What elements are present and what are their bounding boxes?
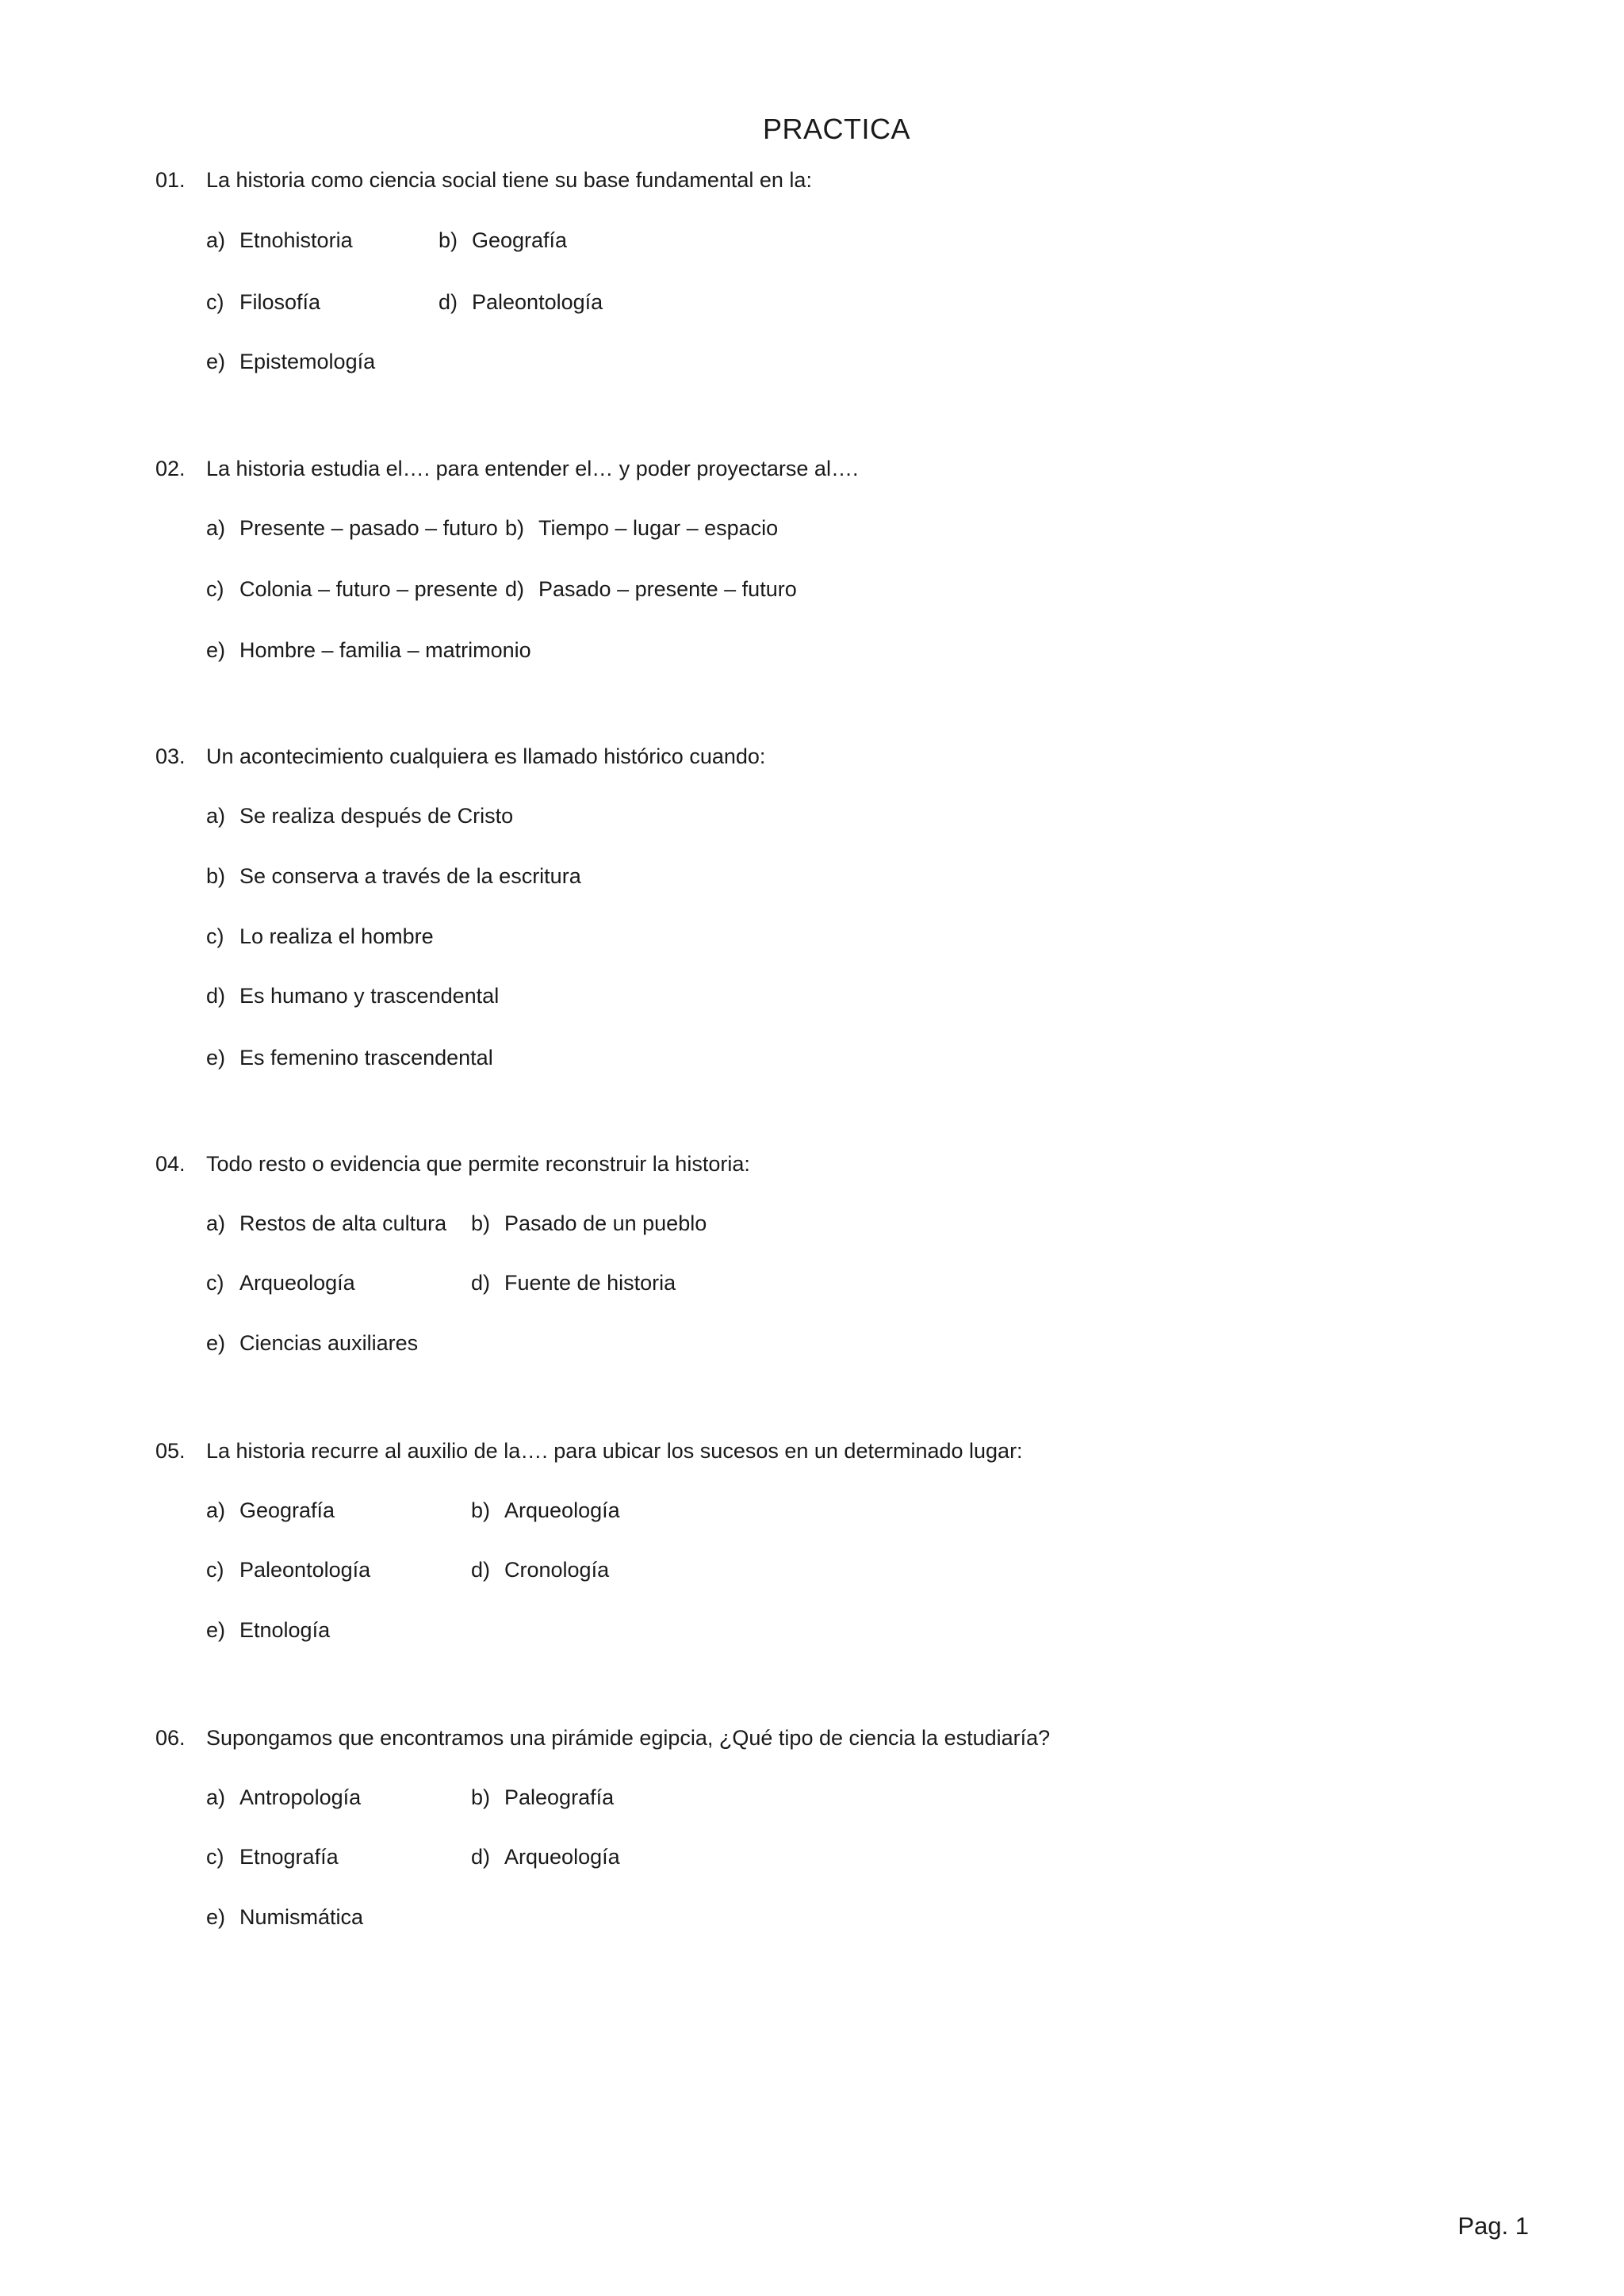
- option-b: b) Se conserva a través de la escritura: [206, 864, 581, 888]
- option-d: d) Fuente de historia: [471, 1271, 676, 1295]
- question-text: Supongamos que encontramos una pirámide egipcia, ¿Qué tipo de ciencia la estudiaría?: [206, 1726, 1051, 1750]
- option-e: e) Etnología: [206, 1618, 331, 1642]
- question-text: La historia como ciencia social tiene su base fundamental en la:: [206, 168, 812, 192]
- option-c: c) Colonia – futuro – presente: [206, 577, 498, 601]
- page-title: PRACTICA: [762, 113, 911, 145]
- option-e: e) Es femenino trascendental: [206, 1046, 493, 1070]
- option-c: c) Arqueología: [206, 1271, 355, 1295]
- option-a: a) Etnohistoria: [206, 228, 353, 252]
- option-e: e) Epistemología: [206, 350, 376, 373]
- option-d: d) Pasado – presente – futuro: [505, 577, 797, 601]
- option-b: b) Geografía: [439, 228, 568, 252]
- option-c: c) Paleontología: [206, 1558, 371, 1582]
- option-a: a) Antropología: [206, 1785, 362, 1809]
- option-a: a) Geografía: [206, 1498, 335, 1522]
- option-c: c) Filosofía: [206, 290, 321, 314]
- page-number: Pag. 1: [1457, 2212, 1529, 2240]
- option-b: b) Arqueología: [471, 1498, 620, 1522]
- option-d: d) Paleontología: [439, 290, 603, 314]
- option-a: a) Restos de alta cultura: [206, 1211, 447, 1235]
- option-a: a) Se realiza después de Cristo: [206, 804, 514, 828]
- question-text: Un acontecimiento cualquiera es llamado histórico cuando:: [206, 744, 766, 768]
- question-number: 05.: [155, 1439, 186, 1463]
- question-number: 06.: [155, 1726, 186, 1750]
- option-c: c) Etnografía: [206, 1845, 339, 1869]
- question-text: Todo resto o evidencia que permite reconstruir la historia:: [206, 1152, 750, 1176]
- option-d: d) Es humano y trascendental: [206, 984, 500, 1008]
- question-text: La historia estudia el…. para entender el… y poder proyectarse al….: [206, 457, 859, 480]
- option-b: b) Tiempo – lugar – espacio: [505, 516, 779, 540]
- option-c: c) Lo realiza el hombre: [206, 924, 434, 948]
- option-d: d) Arqueología: [471, 1845, 620, 1869]
- question-number: 02.: [155, 457, 186, 480]
- question-text: La historia recurre al auxilio de la…. para ubicar los sucesos en un determinado lugar:: [206, 1439, 1023, 1463]
- option-a: a) Presente – pasado – futuro: [206, 516, 498, 540]
- option-b: b) Pasado de un pueblo: [471, 1211, 707, 1235]
- option-e: e) Hombre – familia – matrimonio: [206, 638, 531, 662]
- question-number: 03.: [155, 744, 186, 768]
- question-number: 01.: [155, 168, 186, 192]
- option-e: e) Numismática: [206, 1905, 364, 1929]
- question-number: 04.: [155, 1152, 186, 1176]
- option-b: b) Paleografía: [471, 1785, 615, 1809]
- option-e: e) Ciencias auxiliares: [206, 1331, 419, 1355]
- option-d: d) Cronología: [471, 1558, 610, 1582]
